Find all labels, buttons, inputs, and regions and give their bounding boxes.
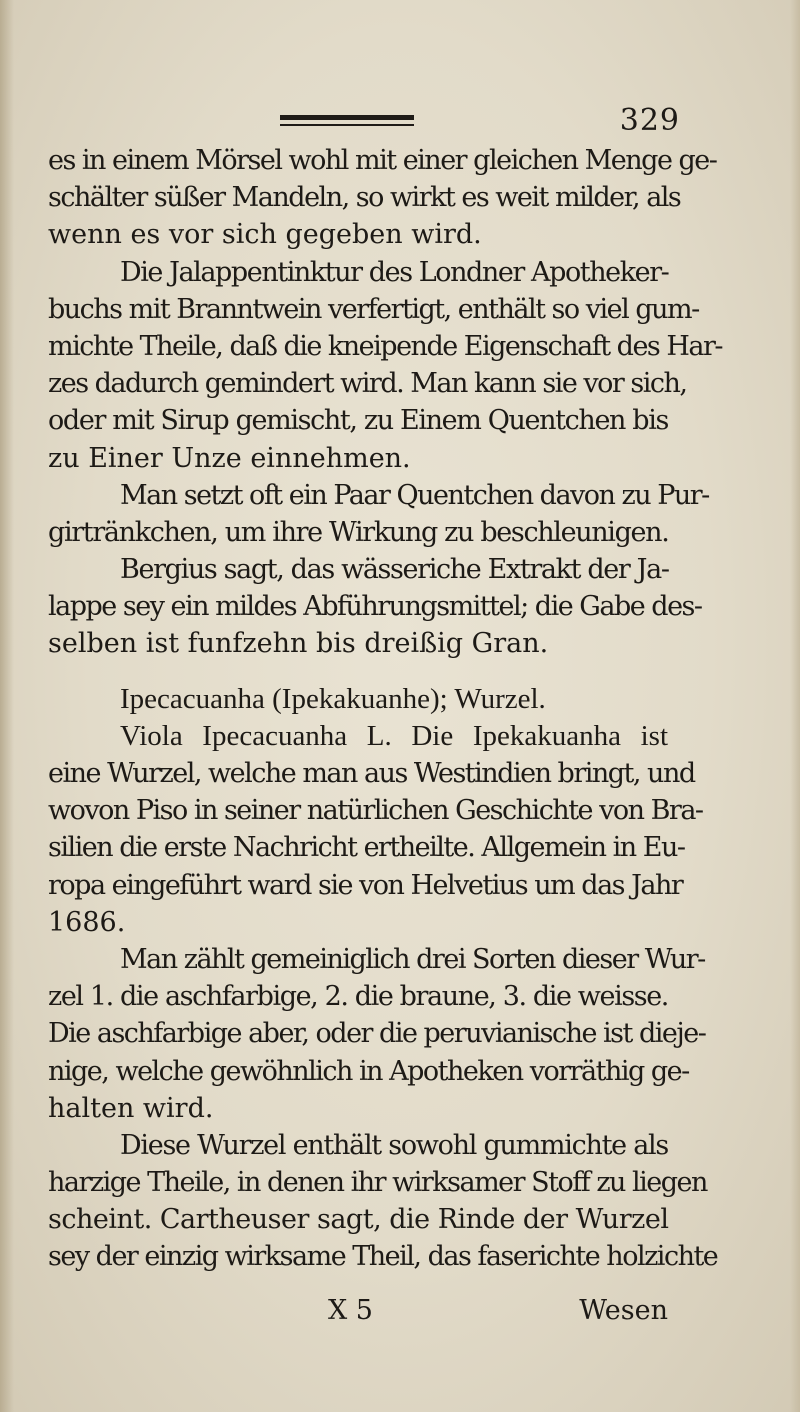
footer-line <box>48 1292 668 1329</box>
text-line: es in einem Mörsel wohl mit einer gleichen Menge ge- <box>48 145 717 176</box>
header-rule <box>280 115 414 126</box>
text-line: halten wird. <box>48 1092 214 1124</box>
text-line: zes dadurch gemindert wird. Man kann sie vor sich, <box>48 368 687 400</box>
text-line: oder mit Sirup gemischt, zu Einem Quentchen bis <box>48 405 669 437</box>
catchword: Wesen <box>579 1295 668 1326</box>
text-line: buchs mit Branntwein verfertigt, enthält so viel gum- <box>48 293 699 325</box>
text-line: eine Wurzel, welche man aus Westindien bringt, und <box>48 758 695 789</box>
text-line: selben ist funfzehn bis dreißig Gran. <box>48 628 549 660</box>
text-line: Bergius sagt, das wässeriche Extrakt der Ja- <box>120 554 669 586</box>
text-line: girtränkchen, um ihre Wirkung zu beschleunigen. <box>48 516 669 548</box>
text-line: Die Jalappentinktur des Londner Apotheker- <box>120 256 669 288</box>
text-line: Diese Wurzel enthält sowohl gummichte als <box>120 1129 668 1161</box>
text-line: schälter süßer Mandeln, so wirkt es weit milder, als <box>48 182 681 214</box>
text-line: michte Theile, daß die kneipende Eigenschaft des Har- <box>48 330 723 362</box>
text-line: ropa eingeführt ward sie von Helvetius um das Jahr <box>48 869 683 901</box>
page-edge-shadow-left <box>0 0 14 1412</box>
text-line: Die aschfarbige aber, oder die peruvianische ist dieje- <box>48 1018 706 1050</box>
text-line: Man zählt gemeiniglich drei Sorten dieser Wur- <box>120 943 705 975</box>
section-gap <box>48 663 668 681</box>
text-line: zu Einer Unze einnehmen. <box>48 442 411 474</box>
section-heading-line: Viola Ipecacuanha L. Die Ipekakuanha ist <box>120 719 668 752</box>
text-line: lappe sey ein mildes Abführungsmittel; die Gabe des- <box>48 591 702 623</box>
text-line: harzige Theile, in denen ihr wirksamer Stoff zu liegen <box>48 1167 707 1199</box>
text-line: scheint. Cartheuser sagt, die Rinde der Wurzel <box>48 1204 669 1236</box>
text-line: wovon Piso in seiner natürlichen Geschichte von Bra- <box>48 795 703 827</box>
page-edge-shadow-right <box>790 0 800 1412</box>
text-line: 1686. <box>48 906 126 938</box>
text-line: zel 1. die aschfarbige, 2. die braune, 3. die weisse. <box>48 981 668 1013</box>
text-line: wenn es vor sich gegeben wird. <box>48 219 482 251</box>
body-text <box>48 142 723 1276</box>
text-line: Man setzt oft ein Paar Quentchen davon zu Pur- <box>120 479 709 511</box>
text-line: nige, welche gewöhnlich in Apotheken vorräthig ge- <box>48 1055 689 1087</box>
text-line: sey der einzig wirksame Theil, das faserichte holzichte <box>48 1241 718 1273</box>
page-number: 329 <box>619 103 680 138</box>
text-line: silien die erste Nachricht ertheilte. Allgemein in Eu- <box>48 832 685 864</box>
signature-mark: X 5 <box>328 1295 373 1326</box>
section-heading-line: Ipecacuanha (Ipekakuanhe); Wurzel. <box>120 682 546 715</box>
